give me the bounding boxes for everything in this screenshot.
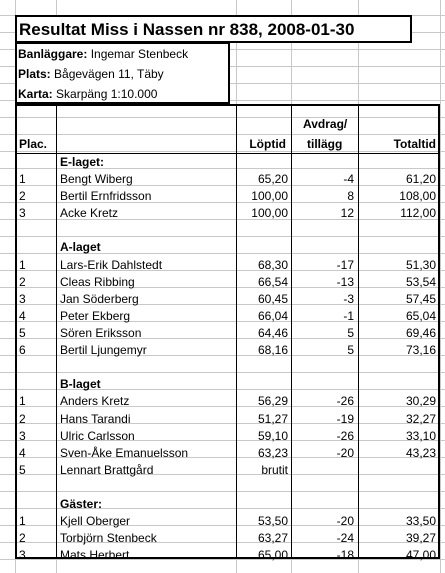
row-placing[interactable]: 2 — [19, 189, 26, 203]
runner-totaltid[interactable]: 108,00 — [399, 189, 436, 203]
runner-name[interactable]: Hans Tarandi — [60, 412, 131, 426]
runner-avdrag[interactable]: 5 — [347, 343, 354, 357]
runner-totaltid[interactable]: 112,00 — [400, 206, 436, 220]
runner-totaltid[interactable]: 53,54 — [405, 275, 436, 289]
runner-loptid[interactable]: 68,30 — [257, 258, 288, 272]
runner-totaltid[interactable]: 51,30 — [405, 258, 436, 272]
runner-loptid[interactable]: brutit — [261, 463, 288, 477]
runner-avdrag[interactable]: -1 — [343, 309, 354, 323]
runner-loptid[interactable]: 60,45 — [257, 292, 288, 306]
row-placing[interactable]: 3 — [19, 429, 26, 443]
runner-totaltid[interactable]: 65,04 — [405, 309, 436, 323]
row-placing[interactable]: 6 — [19, 343, 26, 357]
row-placing[interactable]: 2 — [19, 275, 26, 289]
runner-name[interactable]: Ulric Carlsson — [60, 429, 135, 443]
runner-totaltid[interactable]: 33,10 — [405, 429, 436, 443]
runner-loptid[interactable]: 64,46 — [257, 326, 288, 340]
runner-loptid[interactable]: 100,00 — [251, 206, 288, 220]
runner-loptid[interactable]: 66,54 — [257, 275, 288, 289]
runner-loptid[interactable]: 56,29 — [257, 394, 288, 408]
plats-row[interactable] — [18, 66, 164, 82]
runner-avdrag[interactable]: -20 — [336, 514, 354, 528]
runner-avdrag[interactable]: -19 — [336, 412, 354, 426]
runner-avdrag[interactable]: 8 — [347, 189, 354, 203]
runner-avdrag[interactable]: 12 — [340, 206, 354, 220]
runner-name[interactable]: Lars-Erik Dahlstedt — [60, 258, 163, 272]
group-heading[interactable]: Gäster: — [60, 497, 103, 511]
runner-name[interactable]: Sven-Åke Emanuelsson — [60, 446, 189, 460]
runner-avdrag[interactable]: 5 — [347, 326, 354, 340]
runner-loptid[interactable]: 66,04 — [257, 309, 288, 323]
runner-totaltid[interactable]: 43,23 — [405, 446, 436, 460]
runner-name[interactable]: Cleas Ribbing — [60, 275, 135, 289]
row-placing[interactable]: 3 — [19, 206, 26, 220]
column-divider — [56, 104, 57, 559]
plats-label: Plats: — [18, 67, 51, 81]
runner-name[interactable]: Mats Herbert — [60, 548, 130, 562]
runner-totaltid[interactable]: 47,00 — [405, 548, 436, 562]
row-placing[interactable]: 1 — [19, 514, 26, 528]
runner-totaltid[interactable]: 73,16 — [405, 343, 436, 357]
row-placing[interactable]: 3 — [19, 292, 26, 306]
row-placing[interactable]: 1 — [19, 258, 26, 272]
runner-avdrag[interactable]: -17 — [336, 258, 354, 272]
runner-name[interactable]: Jan Söderberg — [60, 292, 139, 306]
banlaggare-label: Banläggare: — [18, 47, 88, 61]
runner-name[interactable]: Acke Kretz — [60, 206, 119, 220]
runner-name[interactable]: Kjell Oberger — [60, 514, 131, 528]
header-loptid[interactable]: Löptid — [249, 137, 286, 151]
runner-loptid[interactable]: 65,00 — [257, 548, 288, 562]
row-placing[interactable]: 1 — [19, 394, 26, 408]
runner-loptid[interactable]: 53,50 — [257, 514, 288, 528]
runner-name[interactable]: Bengt Wiberg — [60, 172, 133, 186]
runner-loptid[interactable]: 63,23 — [257, 446, 288, 460]
runner-loptid[interactable]: 63,27 — [257, 531, 288, 545]
runner-totaltid[interactable]: 57,45 — [405, 292, 436, 306]
banlaggare-row[interactable] — [18, 46, 188, 62]
page-title: Resultat Miss i Nassen nr 838, 2008-01-30 — [19, 20, 355, 39]
runner-loptid[interactable]: 51,27 — [257, 412, 288, 426]
runner-totaltid[interactable]: 61,20 — [405, 172, 436, 186]
runner-totaltid[interactable]: 32,27 — [405, 412, 436, 426]
runner-loptid[interactable]: 68,16 — [257, 343, 288, 357]
runner-avdrag[interactable]: -3 — [343, 292, 354, 306]
row-placing[interactable]: 5 — [19, 326, 26, 340]
karta-value: Skarpäng 1:10.000 — [56, 87, 158, 101]
runner-totaltid[interactable]: 30,29 — [405, 394, 436, 408]
runner-totaltid[interactable]: 33,50 — [405, 514, 436, 528]
runner-loptid[interactable]: 59,10 — [257, 429, 288, 443]
group-heading[interactable]: A-laget — [60, 240, 101, 254]
runner-avdrag[interactable]: -26 — [336, 429, 354, 443]
runner-name[interactable]: Peter Ekberg — [60, 309, 131, 323]
runner-totaltid[interactable]: 39,27 — [405, 531, 436, 545]
row-placing[interactable]: 4 — [19, 309, 26, 323]
header-avdrag-line1[interactable]: Avdrag/ — [303, 117, 348, 131]
runner-name[interactable]: Bertil Ernfridsson — [60, 189, 152, 203]
runner-loptid[interactable]: 65,20 — [257, 172, 288, 186]
runner-name[interactable]: Torbjörn Stenbeck — [60, 531, 157, 545]
runner-name[interactable]: Bertil Ljungemyr — [60, 343, 147, 357]
row-placing[interactable]: 3 — [19, 548, 26, 562]
runner-loptid[interactable]: 100,00 — [251, 189, 288, 203]
runner-avdrag[interactable]: -4 — [343, 172, 354, 186]
header-avdrag-line2[interactable]: tillägg — [307, 137, 343, 151]
row-placing[interactable]: 2 — [19, 412, 26, 426]
row-placing[interactable]: 2 — [19, 531, 26, 545]
runner-name[interactable]: Sören Eriksson — [60, 326, 142, 340]
header-totaltid[interactable]: Totaltid — [393, 137, 436, 151]
runner-avdrag[interactable]: -18 — [336, 548, 354, 562]
runner-avdrag[interactable]: -24 — [336, 531, 354, 545]
karta-row[interactable] — [18, 86, 157, 102]
runner-name[interactable]: Lennart Brattgård — [60, 463, 154, 477]
row-placing[interactable]: 5 — [19, 463, 26, 477]
karta-label: Karta: — [18, 87, 53, 101]
plats-value: Bågevägen 11, Täby — [54, 67, 164, 81]
row-placing[interactable]: 4 — [19, 446, 26, 460]
header-plac[interactable]: Plac. — [19, 137, 48, 151]
runner-avdrag[interactable]: -26 — [336, 394, 354, 408]
runner-avdrag[interactable]: -13 — [336, 275, 354, 289]
group-heading[interactable]: E-laget: — [60, 155, 105, 169]
runner-avdrag[interactable]: -20 — [336, 446, 354, 460]
group-heading[interactable]: B-laget — [60, 377, 101, 391]
banlaggare-value: Ingemar Stenbeck — [90, 47, 189, 61]
row-placing[interactable]: 1 — [19, 172, 26, 186]
runner-name[interactable]: Anders Kretz — [60, 394, 130, 408]
runner-totaltid[interactable]: 69,46 — [405, 326, 436, 340]
